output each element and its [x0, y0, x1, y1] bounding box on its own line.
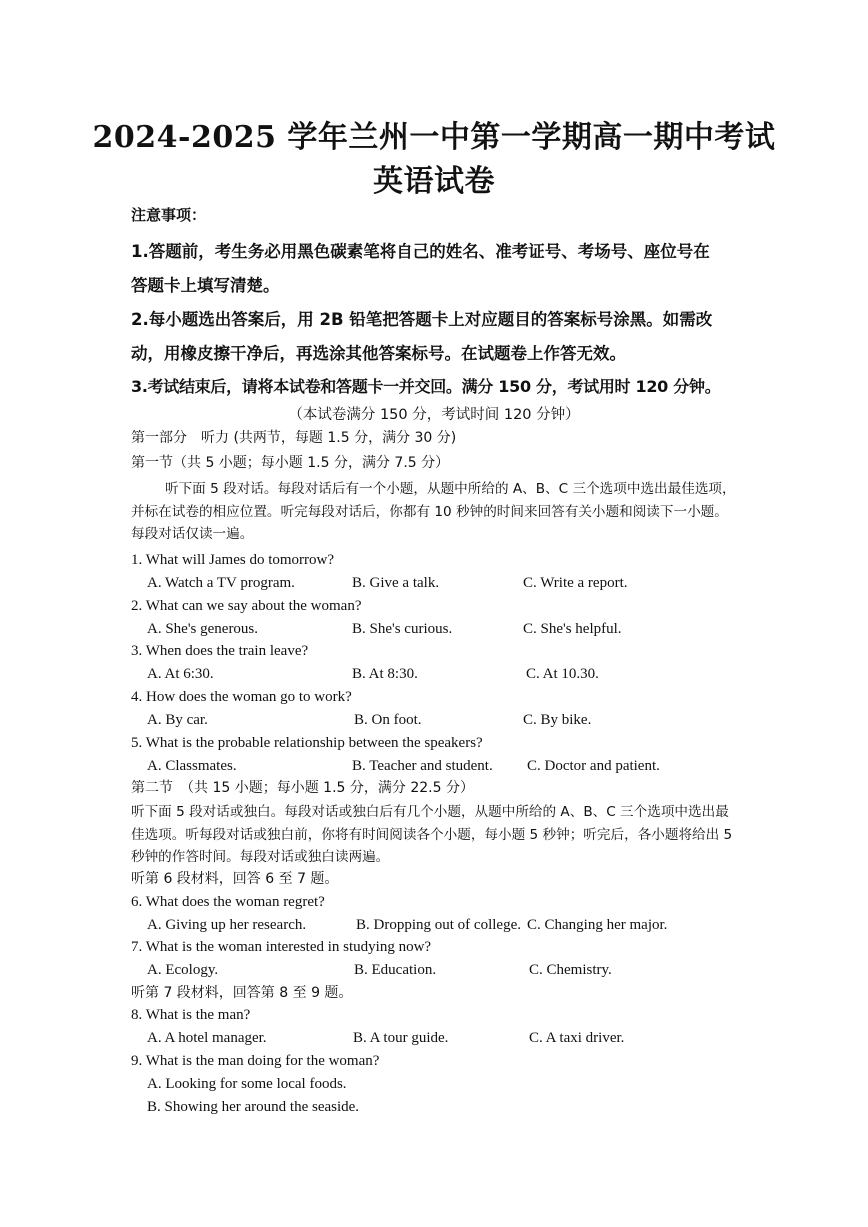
q6-option-c: C. Changing her major. — [527, 917, 668, 933]
section1-heading: 第一节（共 5 小题；每小题 1.5 分，满分 7.5 分） — [131, 455, 450, 471]
q2-option-a: A. She's generous. — [147, 621, 259, 637]
section2-heading: 第二节 （共 15 小题；每小题 1.5 分，满分 22.5 分） — [131, 780, 474, 796]
question-1: 1. What will James do tomorrow? — [131, 552, 335, 568]
section2-instructions: 听下面 5 段对话或独白。每段对话或独白后有几个小题，从题中所给的 A、B、C 三个选项中选出最佳选项。听每段对话或独白前，你将有时间阅读各个小题，每小题 5 秒钟；听完后，各小题将给出 5 秒钟的作答时间。每段对话或独白读两遍。 — [131, 804, 733, 866]
exam-title-line2: 英语试卷 — [373, 164, 495, 199]
q3-option-c: C. At 10.30. — [526, 666, 599, 682]
question-8: 8. What is the man? — [131, 1007, 251, 1023]
q3-option-a: A. At 6:30. — [147, 666, 214, 682]
q9-option-a: A. Looking for some local foods. — [147, 1076, 347, 1092]
question-5: 5. What is the probable relationship between the speakers? — [131, 735, 483, 751]
q1-option-b: B. Give a talk. — [352, 575, 440, 591]
q6-option-b: B. Dropping out of college. — [356, 917, 521, 933]
q4-option-c: C. By bike. — [523, 712, 592, 728]
exam-info: （本试卷满分 150 分，考试时间 120 分钟） — [288, 407, 580, 423]
question-3: 3. When does the train leave? — [131, 643, 309, 659]
q2-option-b: B. She's curious. — [352, 621, 453, 637]
q8-option-a: A. A hotel manager. — [147, 1030, 267, 1046]
question-7: 7. What is the woman interested in studying now? — [131, 939, 432, 955]
q1-option-a: A. Watch a TV program. — [147, 575, 295, 591]
q3-option-b: B. At 8:30. — [352, 666, 418, 682]
q7-option-a: A. Ecology. — [147, 962, 219, 978]
question-2: 2. What can we say about the woman? — [131, 598, 362, 614]
part1-heading: 第一部分 听力 (共两节，每题 1.5 分，满分 30 分) — [131, 430, 457, 446]
notice-heading: 注意事项： — [131, 206, 207, 224]
question-6: 6. What does the woman regret? — [131, 894, 325, 910]
q4-option-b: B. On foot. — [354, 712, 422, 728]
material-6-instruction: 听第 6 段材料，回答 6 至 7 题。 — [131, 871, 339, 887]
q5-option-a: A. Classmates. — [147, 758, 237, 774]
question-9: 9. What is the man doing for the woman? — [131, 1053, 380, 1069]
notice-item-2a: 2.每小题选出答案后，用 2B 铅笔把答题卡上对应题目的答案标号涂黑。如需改 — [131, 310, 713, 329]
material-7-instruction: 听第 7 段材料，回答第 8 至 9 题。 — [131, 985, 353, 1001]
notice-item-3: 3.考试结束后，请将本试卷和答题卡一并交回。满分 150 分，考试用时 120 分钟。 — [131, 377, 721, 396]
q8-option-c: C. A taxi driver. — [529, 1030, 625, 1046]
q9-option-b: B. Showing her around the seaside. — [147, 1099, 360, 1115]
q5-option-b: B. Teacher and student. — [352, 758, 493, 774]
q5-option-c: C. Doctor and patient. — [527, 758, 660, 774]
notice-item-2b: 动，用橡皮擦干净后，再选涂其他答案标号。在试题卷上作答无效。 — [131, 344, 626, 363]
q8-option-b: B. A tour guide. — [353, 1030, 449, 1046]
exam-title-line1: 2024-2025 学年兰州一中第一学期高一期中考试 — [92, 120, 776, 155]
section1-instructions: 听下面 5 段对话。每段对话后有一个小题，从题中所给的 A、B、C 三个选项中选出最佳选项，并标在试卷的相应位置。听完每段对话后，你都有 10 秒钟的时间来回答有关小题和阅读下一小题。每段对话仅读一遍。 — [131, 481, 736, 543]
q6-option-a: A. Giving up her research. — [147, 917, 307, 933]
notice-item-1b: 答题卡上填写清楚。 — [131, 276, 280, 295]
q4-option-a: A. By car. — [147, 712, 208, 728]
question-4: 4. How does the woman go to work? — [131, 689, 352, 705]
q7-option-b: B. Education. — [354, 962, 437, 978]
q2-option-c: C. She's helpful. — [523, 621, 622, 637]
notice-item-1a: 1.答题前，考生务必用黑色碳素笔将自己的姓名、准考证号、考场号、座位号在 — [131, 242, 710, 261]
q7-option-c: C. Chemistry. — [529, 962, 612, 978]
q1-option-c: C. Write a report. — [523, 575, 628, 591]
